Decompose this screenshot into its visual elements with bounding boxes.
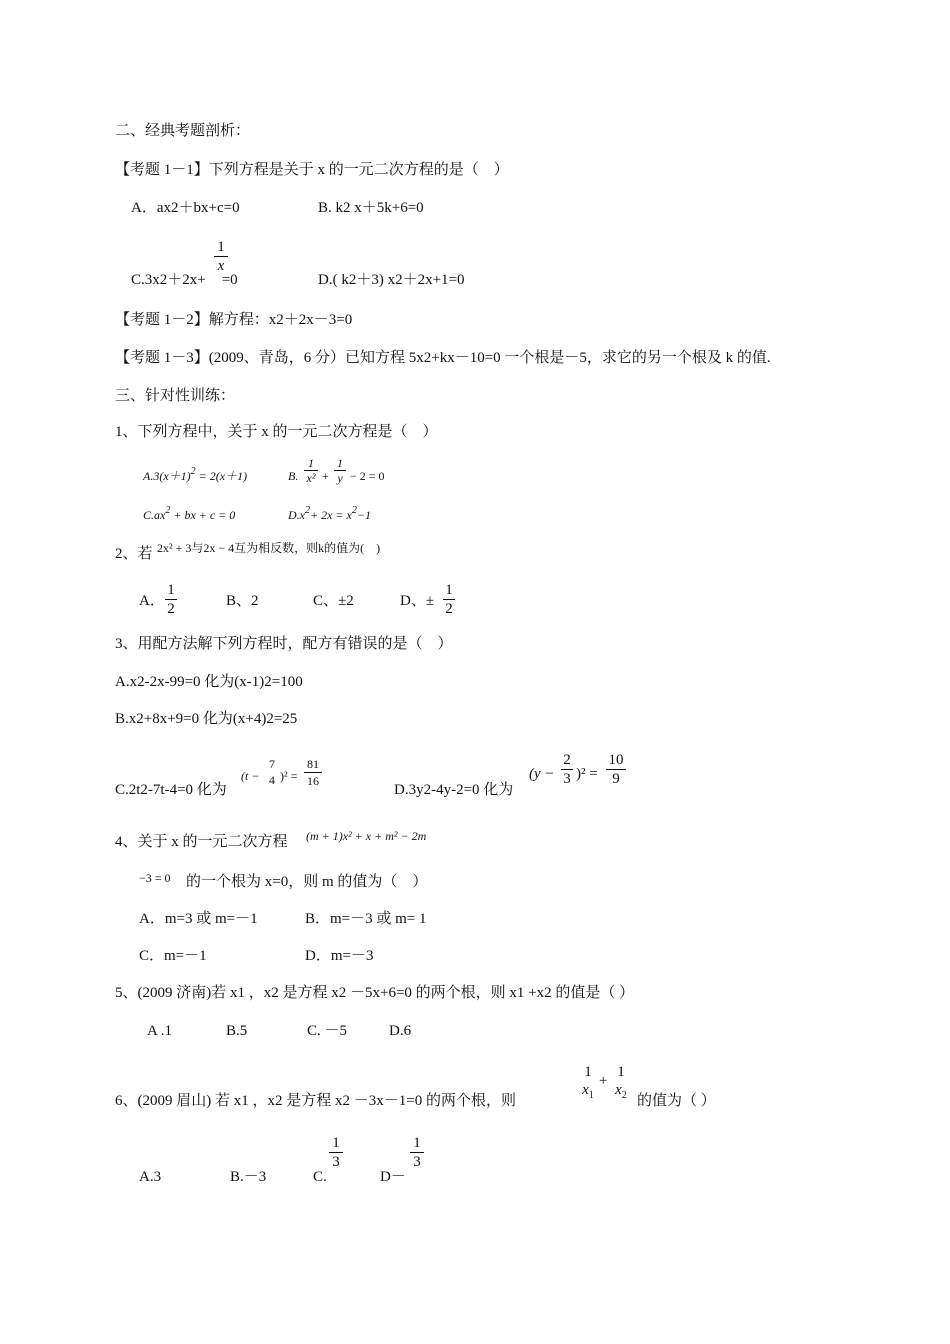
- q1-option-b-plus: +: [322, 469, 329, 483]
- q4-option-d: D．m=－3: [305, 948, 374, 964]
- q3-option-a: A.x2-2x-99=0 化为(x-1)2=100: [115, 674, 303, 690]
- q4-line2: 的一个根为 x=0，则 m 的值为（ ）: [186, 874, 428, 890]
- q4-expression: (m + 1)x² + x + m² − 2m: [306, 829, 427, 843]
- q1-option-b-frac1: 1 x²: [304, 456, 318, 485]
- q1-option-a: $A.3(x+1)^2 = 2(x+1)$: [143, 466, 248, 483]
- q3-c-expr-open: (t −: [241, 769, 260, 783]
- q4-expression-cont: −3 = 0: [139, 871, 171, 885]
- q1-option-b-prefix: B.: [288, 469, 299, 483]
- q6-option-c: C.: [313, 1169, 327, 1185]
- q2-prefix: 2、若: [115, 546, 153, 562]
- q3-d-frac1: 2 3: [561, 751, 573, 788]
- exam-1-1-option-b: B. k2 x＋5k+6=0: [318, 200, 424, 216]
- q4-option-c: C．m=－1: [139, 948, 207, 964]
- q3-c-frac2: 81 16: [304, 756, 322, 789]
- q6-plus: +: [599, 1073, 608, 1089]
- q4-option-a: A．m=3 或 m=－1: [139, 911, 258, 927]
- q3-option-c: C.2t2-7t-4=0 化为: [115, 782, 227, 798]
- q2-expression: 2x² + 3与2x − 4互为相反数，则k的值为( ): [157, 541, 381, 555]
- q3-d-expr-close: )² =: [576, 766, 598, 782]
- q3-option-d: D.3y2-4y-2=0 化为: [394, 782, 514, 798]
- q3-d-frac2: 10 9: [606, 751, 626, 788]
- q3-option-b: B.x2+8x+9=0 化为(x+4)2=25: [115, 711, 298, 727]
- q6-tail: 的值为（ ）: [637, 1093, 716, 1109]
- section-heading-2: 二、经典考题剖析：: [115, 123, 251, 139]
- q3-c-frac1: 7 4: [269, 757, 275, 787]
- q6-option-d-frac: 1 3: [410, 1134, 424, 1171]
- q6-option-c-frac: 1 3: [329, 1134, 343, 1171]
- exam-1-1-c-fraction: 1 x: [214, 238, 228, 275]
- q1-option-b-frac2: 1 y: [334, 456, 346, 485]
- exam-1-1-option-c: C.3x2＋2x+ =0: [131, 272, 238, 288]
- q2-option-a-frac: 1 2: [165, 581, 177, 618]
- q4-title: 4、关于 x 的一元二次方程: [115, 834, 288, 850]
- q2-option-a: A．: [139, 593, 165, 609]
- q6-option-a: A.3: [139, 1169, 162, 1185]
- q4-option-b: B．m=－3 或 m= 1: [305, 911, 427, 927]
- q3-title: 3、用配方法解下列方程时，配方有错误的是（ ）: [115, 636, 453, 652]
- q3-c-expr-close: )² =: [280, 769, 298, 783]
- q5-option-c: C. －5: [307, 1023, 348, 1039]
- q6-option-d: D－: [380, 1169, 406, 1185]
- q1-option-d: $D.x^2+ 2x = x^2-1$: [288, 505, 371, 522]
- q2-option-d: D、±: [400, 593, 435, 609]
- q5-option-a: A .1: [147, 1023, 173, 1039]
- exam-1-1-title: 【考题 1－1】下列方程是关于 x 的一元二次方程的是（ ）: [115, 162, 509, 178]
- q5-option-d: D.6: [389, 1023, 412, 1039]
- q6-title: 6、(2009 眉山) 若 x1 ，x2 是方程 x2 －3x－1=0 的两个根，则: [115, 1093, 516, 1109]
- q2-option-c: C、±2: [313, 593, 354, 609]
- q3-d-expr-open: (y −: [529, 766, 555, 782]
- exam-1-2: 【考题 1－2】解方程：x2＋2x－3=0: [115, 312, 353, 328]
- q5-title: 5、(2009 济南)若 x1 ，x2 是方程 x2 －5x+6=0 的两个根，则 x1 +x2 的值是（ ）: [115, 985, 635, 1001]
- exam-1-1-option-a: A．ax2＋bx+c=0: [131, 200, 240, 216]
- q2-option-b: B、2: [226, 593, 259, 609]
- exam-1-1-option-d: D.( k2＋3) x2＋2x+1=0: [318, 272, 465, 288]
- q5-option-b: B.5: [226, 1023, 248, 1039]
- section-heading-3: 三、针对性训练：: [115, 388, 236, 404]
- q1-title: 1、下列方程中，关于 x 的一元二次方程是（ ）: [115, 424, 438, 440]
- q6-frac2: 1 $x_2$: [615, 1064, 627, 1101]
- q6-option-b: B.－3: [230, 1169, 267, 1185]
- exam-1-3: 【考题 1－3】(2009、青岛，6 分）已知方程 5x2+kx－10=0 一个根是－5，求它的另一个根及 k 的值.: [115, 350, 771, 366]
- q1-option-c: $C.ax^2$ + bx + c = 0: [143, 505, 236, 522]
- q6-frac1: 1 $x_1$: [582, 1064, 594, 1101]
- q1-option-b-rest: − 2 = 0: [350, 469, 385, 483]
- q2-option-d-frac: 1 2: [443, 581, 455, 618]
